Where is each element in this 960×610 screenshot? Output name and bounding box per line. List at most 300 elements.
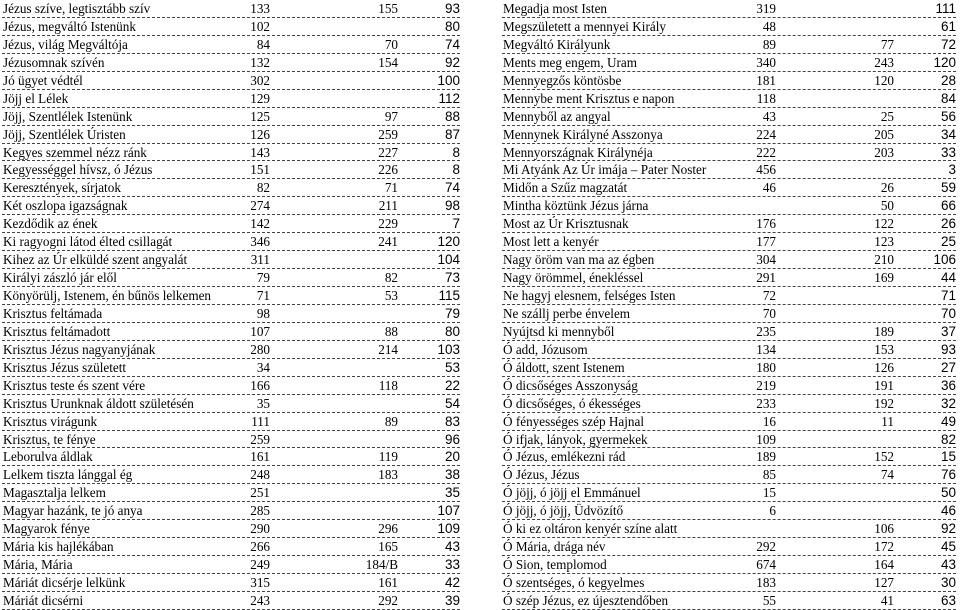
page-number-a: 79 (256, 270, 270, 286)
index-row (2, 269, 460, 287)
page-number-c: 42 (444, 575, 460, 590)
page-number-b: 119 (378, 449, 398, 465)
index-row (502, 54, 956, 72)
page-number-c: 120 (437, 234, 460, 250)
hymn-title: Mennyországnak Királynéja (503, 144, 653, 160)
page-number-b: 192 (874, 395, 894, 411)
hymn-title: Ó ifjak, lányok, gyermekek (503, 431, 648, 447)
page-number-a: 132 (250, 54, 270, 70)
page-number-a: 107 (250, 323, 270, 339)
index-row (2, 72, 460, 90)
index-row (2, 466, 460, 484)
page-number-c: 74 (444, 180, 460, 196)
page-number-a: 84 (256, 36, 270, 52)
page-number-c: 115 (438, 288, 460, 303)
page-number-b: 74 (880, 467, 894, 483)
index-row (502, 484, 956, 502)
index-row (2, 574, 460, 592)
page-number-a: 249 (250, 557, 270, 573)
page-number-b: 127 (874, 575, 894, 590)
page-number-a: 126 (250, 126, 270, 142)
index-row (502, 502, 956, 520)
page-number-b: 50 (880, 198, 894, 214)
index-row (502, 144, 956, 162)
index-row (2, 448, 460, 466)
page-number-a: 111 (251, 413, 270, 429)
page-number-a: 346 (250, 234, 270, 250)
index-row (502, 413, 956, 431)
hymn-title: Máriát dicsérni (3, 592, 84, 608)
page-number-c: 71 (940, 288, 956, 303)
page-number-c: 38 (444, 467, 460, 483)
page-number-a: 166 (250, 377, 270, 393)
page-number-c: 33 (444, 557, 460, 573)
page-number-c: 8 (452, 162, 460, 178)
page-number-a: 183 (756, 575, 776, 590)
page-number-c: 100 (437, 72, 460, 88)
hymn-title: Krisztus Jézus született (3, 359, 127, 375)
page-number-c: 43 (444, 539, 460, 555)
hymn-title: Ó szép Jézus, ez újesztendőben (503, 592, 669, 608)
page-number-b: 118 (378, 377, 398, 393)
hymn-title: Jézusomnak szívén (3, 54, 105, 70)
hymn-title: Megadja most Isten (503, 1, 608, 16)
page-number-b: 89 (384, 413, 398, 429)
index-row (502, 305, 956, 323)
index-row (2, 108, 460, 126)
page-number-b: 25 (880, 108, 894, 124)
index-row (502, 287, 956, 305)
page-number-b: 155 (378, 1, 398, 16)
page-number-a: 251 (250, 485, 270, 501)
index-row (502, 161, 956, 179)
page-number-c: 80 (444, 323, 460, 339)
index-row (502, 592, 956, 610)
page-number-c: 98 (444, 198, 460, 214)
hymn-title: Nagy örömmel, énekléssel (503, 270, 644, 286)
hymn-title: Ó ki ez oltáron kenyér színe alatt (503, 521, 678, 537)
hymn-title: Ó dicsőséges Asszonyság (503, 377, 638, 393)
page-number-a: 259 (250, 431, 270, 447)
index-row (2, 144, 460, 162)
index-row (502, 197, 956, 215)
page-number-c: 70 (940, 305, 956, 321)
hymn-title: Krisztus feltámadott (3, 323, 111, 339)
index-row (502, 179, 956, 197)
page-number-a: 340 (756, 54, 776, 70)
page-number-c: 72 (940, 36, 956, 52)
hymn-title: Ments meg engem, Uram (503, 54, 638, 70)
page-number-c: 76 (940, 467, 956, 483)
hymn-title: Ne szállj perbe énvelem (503, 305, 631, 321)
page-number-c: 61 (940, 18, 956, 34)
page-number-b: 296 (378, 521, 398, 537)
page-number-c: 84 (940, 90, 956, 106)
index-row (2, 126, 460, 144)
page-number-b: 243 (874, 54, 894, 70)
page-number-b: 122 (874, 216, 894, 232)
index-row (502, 538, 956, 556)
index-row (2, 18, 460, 36)
index-row (502, 269, 956, 287)
index-row (2, 233, 460, 251)
page-number-c: 7 (452, 216, 460, 232)
hymn-title: Királyi zászló jár elől (3, 270, 117, 286)
page-number-c: 49 (940, 413, 956, 429)
index-row (502, 72, 956, 90)
page-number-a: 82 (256, 180, 270, 196)
page-number-c: 36 (940, 377, 956, 393)
page-number-c: 27 (940, 359, 956, 375)
page-number-b: 184/B (365, 557, 398, 573)
page-number-a: 285 (250, 503, 270, 519)
hymn-title: Mária kis hajlékában (3, 539, 114, 555)
page-number-a: 34 (256, 359, 270, 375)
hymn-title: Nyújtsd ki mennyből (503, 323, 615, 339)
page-number-a: 248 (250, 467, 270, 483)
page-number-a: 129 (250, 90, 270, 106)
page-number-c: 107 (437, 503, 460, 519)
page-number-c: 33 (940, 144, 956, 160)
index-row (502, 90, 956, 108)
page-number-b: 210 (874, 252, 894, 268)
page-number-a: 319 (756, 1, 776, 16)
hymn-title: Jézus, megváltó Istenünk (3, 18, 136, 34)
page-number-b: 82 (384, 270, 398, 286)
page-number-a: 674 (756, 557, 776, 573)
hymn-title: Krisztus Urunknak áldott születésén (3, 395, 194, 411)
page-number-c: 30 (940, 575, 956, 590)
page-number-a: 72 (762, 288, 776, 303)
hymn-title: Máriát dicsérje lelkünk (3, 575, 126, 590)
hymn-title: Ó Jézus, emlékezni rád (503, 449, 626, 465)
page-number-a: 233 (756, 395, 776, 411)
page-number-a: 235 (756, 323, 776, 339)
page-number-c: 3 (948, 162, 956, 178)
page-number-b: 292 (378, 592, 398, 608)
index-row (2, 341, 460, 359)
page-number-a: 55 (762, 592, 776, 608)
page-number-b: 77 (880, 36, 894, 52)
page-number-b: 88 (384, 323, 398, 339)
page-number-c: 43 (940, 557, 956, 573)
hymn-title: Két oszlopa igazságnak (3, 198, 128, 214)
page-number-b: 203 (874, 144, 894, 160)
page-number-a: 302 (250, 72, 270, 88)
index-row (2, 377, 460, 395)
page-number-a: 98 (256, 305, 270, 321)
index-row (2, 197, 460, 215)
hymn-title: Krisztus Jézus nagyanyjának (3, 341, 156, 357)
page-number-c: 50 (940, 485, 956, 501)
hymn-title: Most az Úr Krisztusnak (503, 216, 629, 232)
hymn-title: Magyarok fénye (3, 521, 90, 537)
page-number-b: 120 (874, 72, 894, 88)
index-row (502, 323, 956, 341)
index-row (502, 36, 956, 54)
page-number-c: 88 (444, 108, 460, 124)
page-number-b: 211 (378, 198, 398, 214)
page-number-c: 93 (940, 341, 956, 357)
index-row (2, 413, 460, 431)
page-number-a: 102 (250, 18, 270, 34)
index-row (502, 359, 956, 377)
index-row (502, 431, 956, 449)
page-number-b: 164 (874, 557, 894, 573)
index-row (502, 377, 956, 395)
page-number-b: 53 (384, 288, 398, 303)
hymn-title: Magyar hazánk, te jó anya (3, 503, 143, 519)
hymn-title: Ne hagyj elesnem, felséges Isten (503, 288, 676, 303)
hymn-title: Könyörülj, Istenem, én bűnös lelkemen (3, 288, 212, 303)
page-number-c: 83 (444, 413, 460, 429)
page-number-b: 214 (378, 341, 398, 357)
index-row (502, 108, 956, 126)
index-row (2, 215, 460, 233)
index-row (502, 18, 956, 36)
page-number-b: 26 (880, 180, 894, 196)
page-number-b: 241 (378, 234, 398, 250)
page-number-b: 153 (874, 341, 894, 357)
page-number-c: 74 (444, 36, 460, 52)
hymn-title: Ó Sion, templomod (503, 557, 607, 573)
hymn-title: Kezdődik az ének (3, 216, 98, 232)
left-index-column (2, 0, 460, 610)
page-number-a: 134 (756, 341, 776, 357)
index-row (2, 592, 460, 610)
page-number-a: 70 (762, 305, 776, 321)
page-number-a: 219 (756, 377, 776, 393)
page-number-a: 456 (756, 162, 776, 178)
index-row (2, 36, 460, 54)
index-row (2, 431, 460, 449)
hymn-title: Mária, Mária (3, 557, 73, 573)
page-number-c: 106 (933, 252, 956, 268)
page-number-a: 280 (250, 341, 270, 357)
page-number-a: 189 (756, 449, 776, 465)
index-row (2, 520, 460, 538)
hymn-title: Ó áldott, szent Istenem (503, 359, 625, 375)
page-number-a: 243 (250, 592, 270, 608)
page-number-b: 227 (378, 144, 398, 160)
page-number-c: 54 (444, 395, 460, 411)
page-number-c: 35 (444, 485, 460, 501)
index-row (502, 233, 956, 251)
page-number-b: 154 (378, 54, 398, 70)
hymn-title: Leborulva áldlak (3, 449, 93, 465)
index-row (502, 448, 956, 466)
page-number-a: 180 (756, 359, 776, 375)
page-number-b: 161 (378, 575, 398, 590)
page-number-c: 103 (437, 341, 460, 357)
index-row (2, 538, 460, 556)
page-number-a: 142 (250, 216, 270, 232)
page-number-a: 311 (250, 252, 270, 268)
page-number-c: 22 (444, 377, 460, 393)
hymn-title: Megszületett a mennyei Király (503, 18, 666, 34)
index-row (2, 359, 460, 377)
hymn-title: Krisztus, te fénye (3, 431, 96, 447)
hymn-title: Krisztus virágunk (3, 413, 98, 429)
hymn-title: Ó dicsőséges, ó ékességes (503, 395, 641, 411)
index-row (502, 574, 956, 592)
page-number-c: 63 (940, 592, 956, 608)
hymn-title: Jézus, világ Megváltója (3, 36, 128, 52)
index-row (502, 395, 956, 413)
page-number-a: 222 (756, 144, 776, 160)
page-number-a: 143 (250, 144, 270, 160)
page-number-c: 34 (940, 126, 956, 142)
right-index-column (502, 0, 956, 610)
page-number-c: 82 (940, 431, 956, 447)
page-number-c: 109 (437, 521, 460, 537)
page-number-c: 66 (940, 198, 956, 214)
index-row (2, 251, 460, 269)
index-row (2, 502, 460, 520)
index-row (2, 179, 460, 197)
page-number-a: 46 (762, 180, 776, 196)
hymn-title: Mennyegzős köntösbe (503, 72, 622, 88)
page-number-a: 266 (250, 539, 270, 555)
page-number-a: 151 (250, 162, 270, 178)
index-row (502, 341, 956, 359)
page-number-a: 35 (256, 395, 270, 411)
hymn-title: Jöjj, Szentlélek Úristen (3, 126, 126, 142)
page-number-a: 125 (250, 108, 270, 124)
page-number-a: 176 (756, 216, 776, 232)
index-row (2, 484, 460, 502)
page-number-c: 96 (444, 431, 460, 447)
page-number-b: 191 (874, 377, 894, 393)
hymn-title: Jöjj el Lélek (3, 90, 69, 106)
page-number-b: 70 (384, 36, 398, 52)
page-number-a: 48 (762, 18, 776, 34)
index-row (2, 395, 460, 413)
page-number-c: 87 (444, 126, 460, 142)
page-number-a: 291 (756, 270, 776, 286)
page-number-a: 290 (250, 521, 270, 537)
page-number-b: 152 (874, 449, 894, 465)
hymn-title: Mennyből az angyal (503, 108, 611, 124)
hymn-title: Ó jöjj, ó jöjj, Üdvözítő (503, 503, 624, 519)
page-number-c: 28 (940, 72, 956, 88)
hymn-title: Mintha köztünk Jézus járna (503, 198, 649, 214)
hymn-title: Nagy öröm van ma az égben (503, 252, 655, 268)
page-number-c: 73 (444, 270, 460, 286)
page-number-c: 26 (940, 216, 956, 232)
index-row (2, 323, 460, 341)
page-number-b: 205 (874, 126, 894, 142)
index-row (2, 0, 460, 18)
page-number-b: 97 (384, 108, 398, 124)
index-row (2, 54, 460, 72)
page-number-c: 80 (444, 18, 460, 34)
hymn-title: Kegyes szemmel nézz ránk (3, 144, 147, 160)
page-number-a: 85 (762, 467, 776, 483)
page-number-a: 181 (756, 72, 776, 88)
page-number-c: 44 (940, 270, 956, 286)
hymn-title: Mennybe ment Krisztus e napon (503, 90, 675, 106)
page-number-c: 56 (940, 108, 956, 124)
page-number-b: 169 (874, 270, 894, 286)
page-number-a: 71 (256, 288, 270, 303)
page-number-b: 11 (881, 413, 894, 429)
hymn-title: Krisztus teste és szent vére (3, 377, 146, 393)
page-number-c: 92 (444, 54, 460, 70)
index-row (502, 0, 956, 18)
hymn-title: Mi Atyánk Az Úr imája – Pater Noster (503, 162, 707, 178)
hymn-title: Krisztus feltámada (3, 305, 103, 321)
hymn-title: Ki ragyogni látod élted csillagát (3, 234, 173, 250)
hymn-title: Kegyességgel hívsz, ó Jézus (3, 162, 153, 178)
hymn-title: Ó Mária, drága név (503, 539, 606, 555)
index-row (2, 556, 460, 574)
page-number-a: 15 (762, 485, 776, 501)
hymn-title: Ó jöjj, ó jöjj el Emmánuel (503, 485, 641, 501)
hymn-title: Kihez az Úr elküldé szent angyalát (3, 252, 188, 268)
hymn-title: Keresztények, sírjatok (3, 180, 121, 196)
page-number-a: 274 (250, 198, 270, 214)
page-number-c: 104 (437, 252, 460, 268)
page-number-c: 8 (452, 144, 460, 160)
page-number-c: 112 (438, 90, 460, 106)
index-row (502, 556, 956, 574)
hymn-title: Lelkem tiszta lánggal ég (3, 467, 133, 483)
page-number-b: 165 (378, 539, 398, 555)
index-row (502, 251, 956, 269)
page-number-c: 46 (940, 503, 956, 519)
page-number-c: 92 (940, 521, 956, 537)
page-number-c: 111 (935, 1, 956, 16)
page-number-b: 126 (874, 359, 894, 375)
page-number-a: 133 (250, 1, 270, 16)
hymn-title: Mennynek Királyné Asszonya (503, 126, 663, 142)
index-row (2, 90, 460, 108)
page-number-a: 315 (250, 575, 270, 590)
page-number-c: 53 (444, 359, 460, 375)
page-number-c: 32 (940, 395, 956, 411)
page-number-b: 123 (874, 234, 894, 250)
page-number-c: 39 (444, 592, 460, 608)
index-row (2, 161, 460, 179)
page-number-c: 37 (940, 323, 956, 339)
page-number-c: 20 (444, 449, 460, 465)
page-number-a: 43 (762, 108, 776, 124)
page-number-c: 15 (940, 449, 956, 465)
page-number-b: 41 (880, 592, 894, 608)
page-number-a: 16 (762, 413, 776, 429)
hymn-title: Ó add, Józusom (503, 341, 588, 357)
page-number-b: 172 (874, 539, 894, 555)
index-row (2, 305, 460, 323)
hymn-title: Ó Jézus, Jézus (503, 467, 580, 483)
index-row (502, 466, 956, 484)
page-number-a: 161 (250, 449, 270, 465)
hymn-title: Ó fényességes szép Hajnal (503, 413, 644, 429)
index-row (502, 215, 956, 233)
hymn-title: Ó szentséges, ó kegyelmes (503, 575, 645, 590)
page-number-a: 177 (756, 234, 776, 250)
page-number-a: 109 (756, 431, 776, 447)
page-number-c: 45 (940, 539, 956, 555)
hymn-title: Megváltó Királyunk (503, 36, 611, 52)
hymn-title: Midőn a Szűz magzatát (503, 180, 628, 196)
page-number-b: 259 (378, 126, 398, 142)
page-number-b: 229 (378, 216, 398, 232)
page-number-b: 226 (378, 162, 398, 178)
page-number-b: 71 (384, 180, 398, 196)
hymn-title: Magasztalja lelkem (3, 485, 106, 501)
